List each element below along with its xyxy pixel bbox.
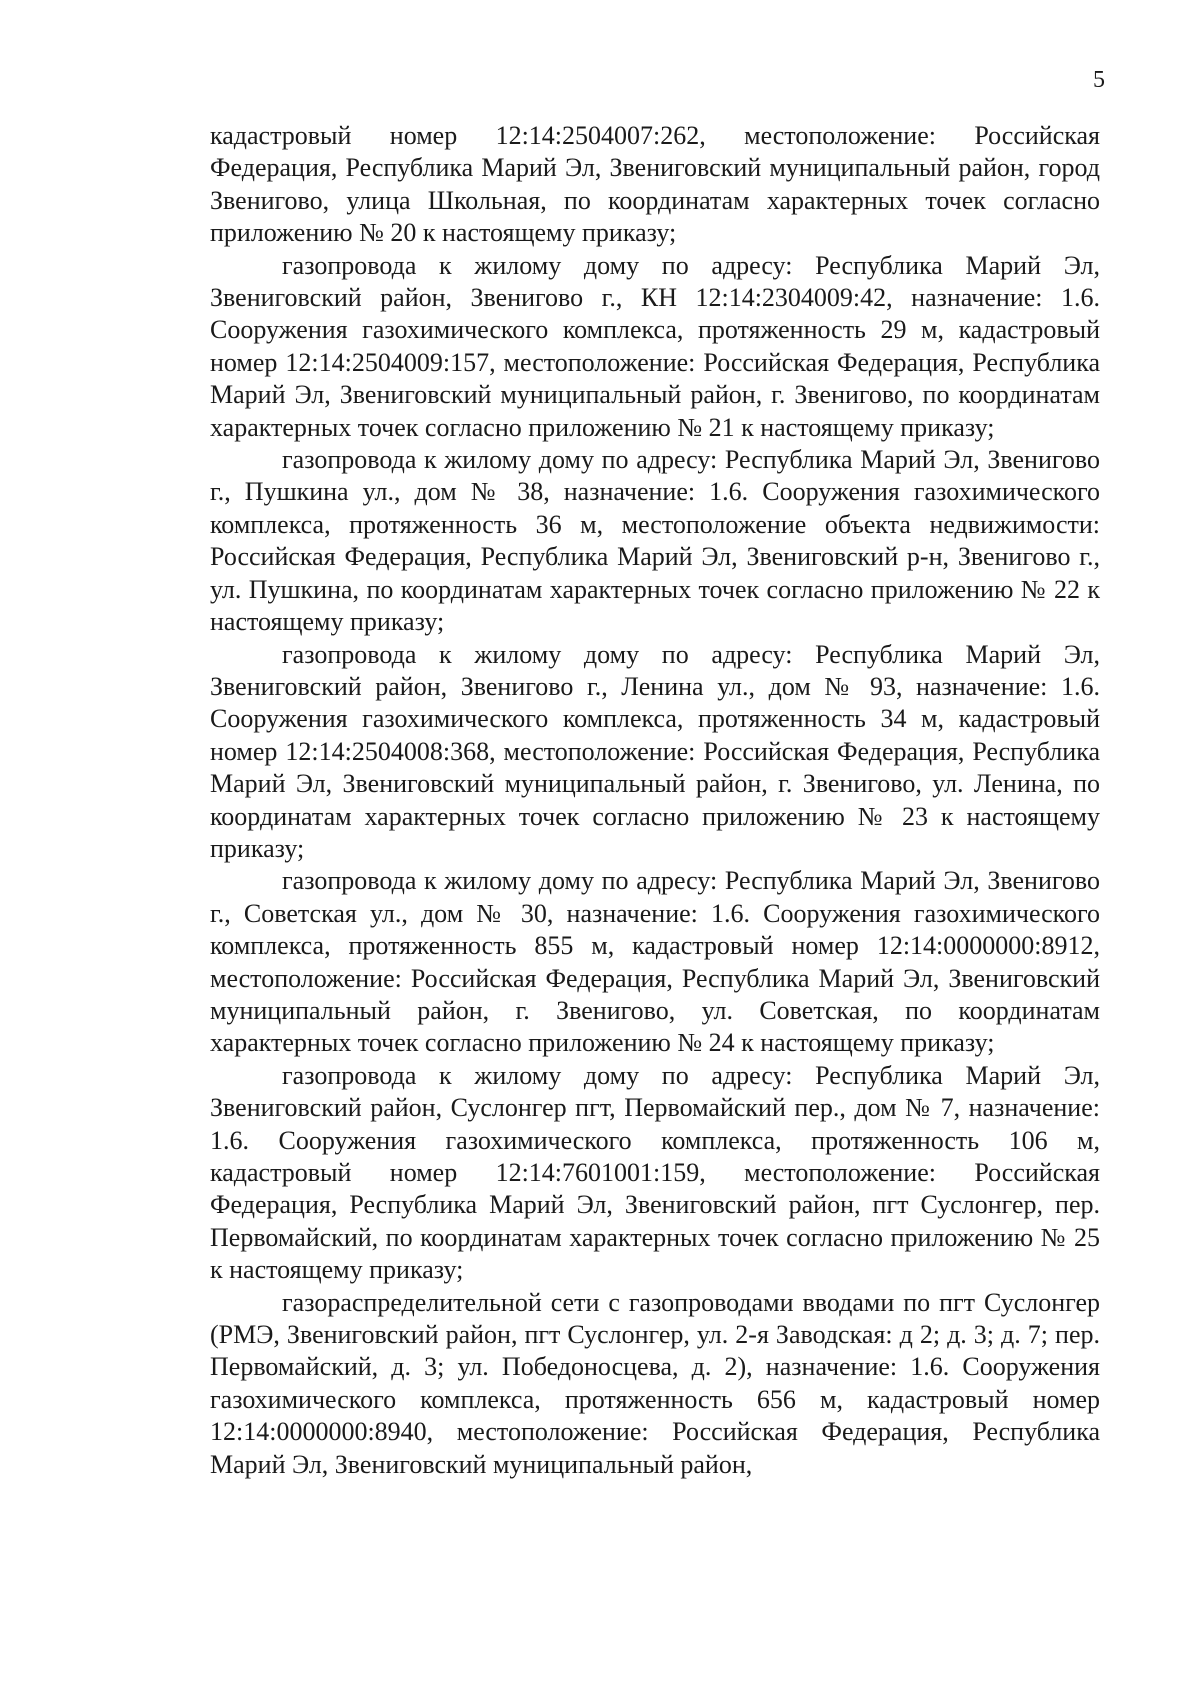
page-number: 5 bbox=[1093, 67, 1105, 93]
paragraph-gas-pipeline-23: газопровода к жилому дому по адресу: Республика Марий Эл, Звениговский район, Звенигово г., Ленина ул., дом № 93, назначение: 1.6. Сооружения газохимического комплекса, протяженность 34 м, кадастровый номер 12:14:2504008:368, местоположение: Российская Федерация, Республика Марий Эл, Звениговский муниципальный район, г. Звенигово, ул. Ленина, по координатам характерных точек согласно приложению № 23 к настоящему приказу; bbox=[210, 639, 1100, 863]
paragraph-gas-pipeline-25: газопровода к жилому дому по адресу: Республика Марий Эл, Звениговский район, Суслонгер пгт, Первомайский пер., дом № 7, назначение: 1.6. Сооружения газохимического комплекса, протяженность 106 м, кадастровый номер 12:14:7601001:159, местоположение: Российская Федерация, Республика Марий Эл, Звениговский район, пгт Суслонгер, пер. Первомайский, по координатам характерных точек согласно приложению № 25 к настоящему приказу; bbox=[210, 1060, 1100, 1285]
paragraph-cadastral-20: кадастровый номер 12:14:2504007:262, местоположение: Российская Федерация, Республика Марий Эл, Звениговский муниципальный район, город Звенигово, улица Школьная, по координатам характерных точек согласно приложению № 20 к настоящему приказу; bbox=[210, 121, 1100, 248]
paragraph-gas-pipeline-21: газопровода к жилому дому по адресу: Республика Марий Эл, Звениговский район, Звенигово г., КН 12:14:2304009:42, назначение: 1.6. Сооружения газохимического комплекса, протяженность 29 м, кадастровый номер 12:14:2504009:157, местоположение: Российская Федерация, Республика Марий Эл, Звениговский муниципальный район, г. Звенигово, по координатам характерных точек согласно приложению № 21 к настоящему приказу; bbox=[210, 250, 1100, 442]
paragraph-gas-pipeline-22: газопровода к жилому дому по адресу: Республика Марий Эл, Звенигово г., Пушкина ул., дом № 38, назначение: 1.6. Сооружения газохимического комплекса, протяженность 36 м, местоположение объекта недвижимости: Российская Федерация, Республика Марий Эл, Звениговский р-н, Звенигово г., ул. Пушкина, по координатам характерных точек согласно приложению № 22 к настоящему приказу; bbox=[210, 445, 1100, 637]
paragraph-gas-pipeline-24: газопровода к жилому дому по адресу: Республика Марий Эл, Звенигово г., Советская ул., дом № 30, назначение: 1.6. Сооружения газохимического комплекса, протяженность 855 м, кадастровый номер 12:14:0000000:8912, местоположение: Российская Федерация, Республика Марий Эл, Звениговский муниципальный район, г. Звенигово, ул. Советская, по координатам характерных точек согласно приложению № 24 к настоящему приказу; bbox=[210, 866, 1100, 1058]
document-body bbox=[210, 120, 1100, 1481]
paragraph-gas-distribution-network: газораспределительной сети с газопроводами вводами по пгт Суслонгер (РМЭ, Звениговский район, пгт Суслонгер, ул. 2-я Заводская: д 2; д. 3; д. 7; пер. Первомайский, д. 3; ул. Победоносцева, д. 2), назначение: 1.6. Сооружения газохимического комплекса, протяженность 656 м, кадастровый номер 12:14:0000000:8940, местоположение: Российская Федерация, Республика Марий Эл, Звениговский муниципальный район, bbox=[210, 1287, 1100, 1479]
